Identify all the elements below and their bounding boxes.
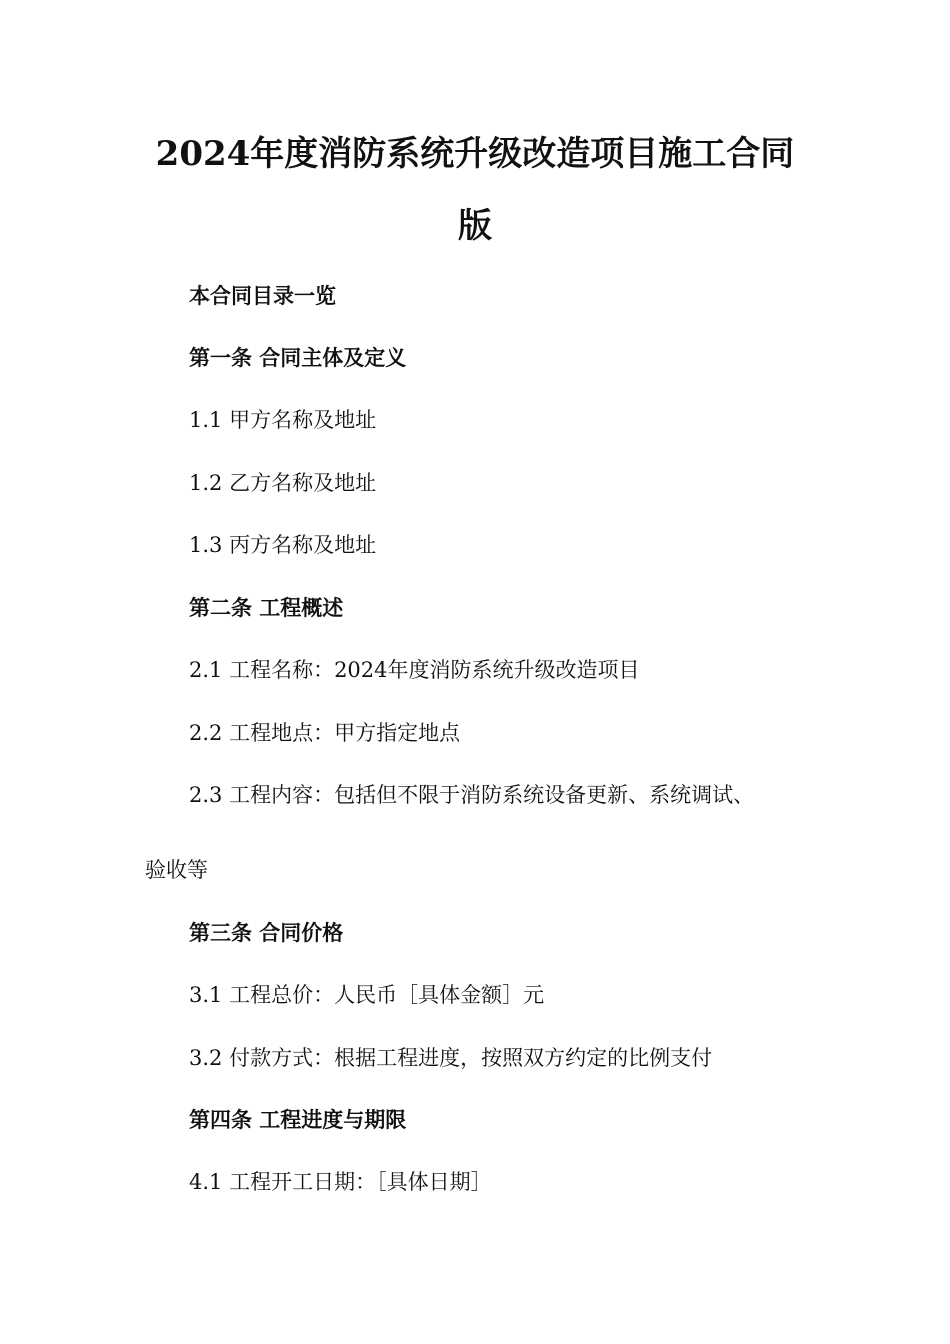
article-4-heading: 第四条 工程进度与期限	[189, 1107, 407, 1132]
clause-2-3: 2.3 工程内容：包括但不限于消防系统设备更新、系统调试、	[189, 783, 755, 807]
document-title-line1: 2024年度消防系统升级改造项目施工合同	[155, 134, 795, 174]
clause-2-2: 2.2 工程地点：甲方指定地点	[189, 721, 461, 745]
clause-2-3-continued: 验收等	[145, 858, 208, 882]
clause-1-1: 1.1 甲方名称及地址	[189, 408, 377, 432]
clause-3-2: 3.2 付款方式：根据工程进度，按照双方约定的比例支付	[189, 1046, 713, 1070]
toc-heading: 本合同目录一览	[189, 283, 336, 308]
article-1-heading: 第一条 合同主体及定义	[189, 345, 407, 370]
clause-3-1: 3.1 工程总价：人民币［具体金额］元	[189, 983, 545, 1007]
article-3-heading: 第三条 合同价格	[189, 920, 344, 945]
clause-1-2: 1.2 乙方名称及地址	[189, 471, 377, 495]
clause-2-1: 2.1 工程名称：2024年度消防系统升级改造项目	[189, 658, 640, 682]
clause-1-3: 1.3 丙方名称及地址	[189, 533, 377, 557]
article-2-heading: 第二条 工程概述	[189, 595, 344, 620]
clause-4-1: 4.1 工程开工日期：［具体日期］	[189, 1170, 492, 1194]
document-title-line2: 版	[458, 206, 492, 246]
